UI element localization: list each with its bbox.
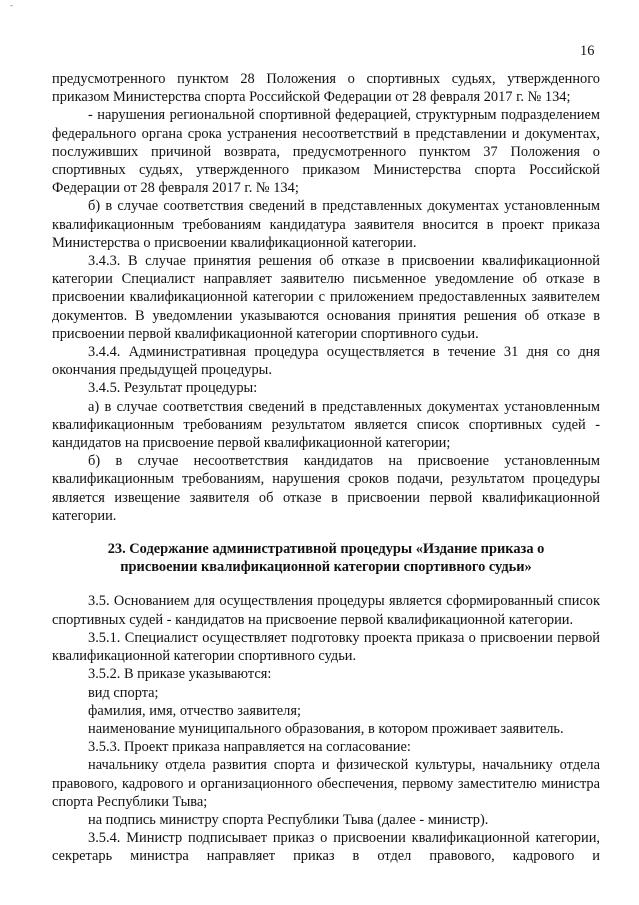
paragraph: предусмотренного пунктом 28 Положения о спортивных судьях, утвержденного приказом Министерства спорта Российской Федерации от 28 февраля 2017 г. № 134; [52, 71, 600, 106]
paragraph: 3.5.3. Проект приказа направляется на согласование: [88, 739, 411, 756]
list-item: наименование муниципального образования, в котором проживает заявитель. [88, 720, 564, 737]
document-body [52, 70, 600, 866]
list-item: вид спорта; [88, 684, 159, 701]
corner-mark: - [10, 0, 13, 10]
list-item: фамилия, имя, отчество заявителя; [88, 702, 301, 719]
paragraph: 3.5.1. Специалист осуществляет подготовку проекта приказа о присвоении первой квалификационной категории спортивного судьи. [52, 629, 600, 665]
paragraph: 3.4.3. В случае принятия решения об отказе в присвоении квалификационной категории Специалист направляет заявителю письменное уведомление об отказе в присвоении квалификационной категории с приложением предоставленных заявителем документов. В уведомлении указываются основания принятия решения об отказе в присвоении первой квалификационной категории спортивного судьи. [52, 253, 600, 342]
paragraph: 3.4.5. Результат процедуры: [88, 380, 258, 397]
list-item: начальнику отдела развития спорта и физической культуры, начальнику отдела правового, кадрового и организационного обеспечения, первому заместителю министра спорта Республики Тыва; [52, 757, 600, 810]
paragraph: 3.4.4. Административная процедура осуществляется в течение 31 дня со дня окончания предыдущей процедуры. [52, 344, 600, 379]
paragraph: 3.5.2. В приказе указываются: [88, 666, 272, 683]
paragraph: а) в случае соответствия сведений в представленных документах установленным квалификационным требованиям результатом является список спортивных судей - кандидатов на присвоение первой квалификационной категории; [52, 398, 600, 452]
section-heading: 23. Содержание административной процедуры «Издание приказа о присвоении квалификационной категории спортивного судьи» [107, 541, 545, 576]
list-item: на подпись министру спорта Республики Тыва (далее - министр). [88, 811, 489, 828]
paragraph: 3.5.4. Министр подписывает приказ о присвоении квалификационной категории, секретарь министра направляет приказ в отдел правового, кадрового и [52, 830, 600, 865]
paragraph: б) в случае несоответствия кандидатов на присвоение установленным квалификационным требованиям, нарушения сроков подачи, результатом процедуры является извещение заявителя об отказе в присвоении первой квалификационной категории. [52, 453, 600, 524]
paragraph: б) в случае соответствия сведений в представленных документах установленным квалификационным требованиям кандидатура заявителя вносится в проект приказа Министерства о присвоении квалификационной категории. [52, 198, 600, 251]
paragraph: 3.5. Основанием для осуществления процедуры является сформированный список спортивных судей - кандидатов на присвоение первой квалификационной категории. [52, 593, 600, 628]
list-item: - нарушения региональной спортивной федерацией, структурным подразделением федерального органа срока устранения несоответствий в представлении и документах, послуживших причиной возврата, предусмотренного пунктом 37 Положения о спортивных судьях, утвержденного приказом Министерства спорта Российской Федерации от 28 февраля 2017 г. № 134; [52, 107, 600, 197]
page-number: 16 [580, 43, 595, 59]
